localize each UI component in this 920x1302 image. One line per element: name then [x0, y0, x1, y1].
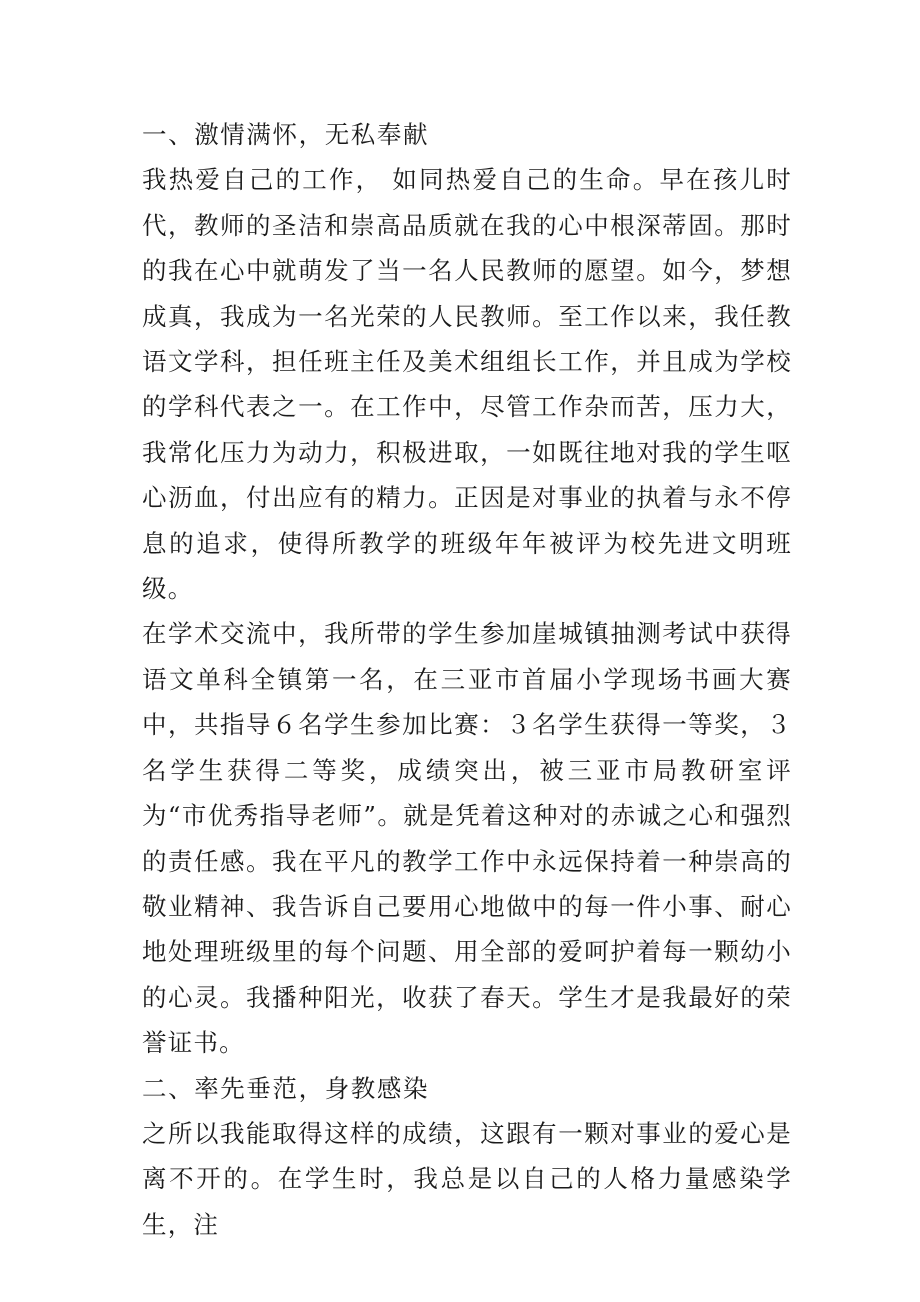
paragraph-3: 之所以我能取得这样的成绩，这跟有一颗对事业的爱心是离不开的。在学生时，我总是以自己的人格力量感染学生，注 [142, 1118, 792, 1239]
document-body [142, 112, 792, 1247]
paragraph-1: 我热爱自己的工作， 如同热爱自己的生命。早在孩儿时代，教师的圣洁和崇高品质就在我的心中根深蒂固。那时的我在心中就萌发了当一名人民教师的愿望。如今，梦想成真，我成为一名光荣的人民教师。至工作以来，我任教语文学科，担任班主任及美术组组长工作，并且成为学校的学科代表之一。在工作中，尽管工作杂而苦，压力大，我常化压力为动力，积极进取，一如既往地对我的学生呕心沥血，付出应有的精力。正因是对事业的执着与永不停息的追求，使得所教学的班级年年被评为校先进文明班级。 [142, 165, 792, 604]
paragraph-2: 在学术交流中，我所带的学生参加崖城镇抽测考试中获得语文单科全镇第一名，在三亚市首届小学现场书画大赛中，共指导６名学生参加比赛：３名学生获得一等奖，３名学生获得二等奖，成绩突出，被三亚市局教研室评为“市优秀指导老师”。就是凭着这种对的赤诚之心和强烈的责任感。我在平凡的教学工作中永远保持着一种崇高的敬业精神、我告诉自己要用心地做中的每一件小事、耐心地处理班级里的每个问题、用全部的爱呵护着每一颗幼小的心灵。我播种阳光，收获了春天。学生才是我最好的荣誉证书。 [142, 619, 792, 1058]
section-heading-2: 二、率先垂范，身教感染 [142, 1073, 430, 1103]
section-heading-1: 一、激情满怀，无私奉献 [142, 120, 430, 149]
